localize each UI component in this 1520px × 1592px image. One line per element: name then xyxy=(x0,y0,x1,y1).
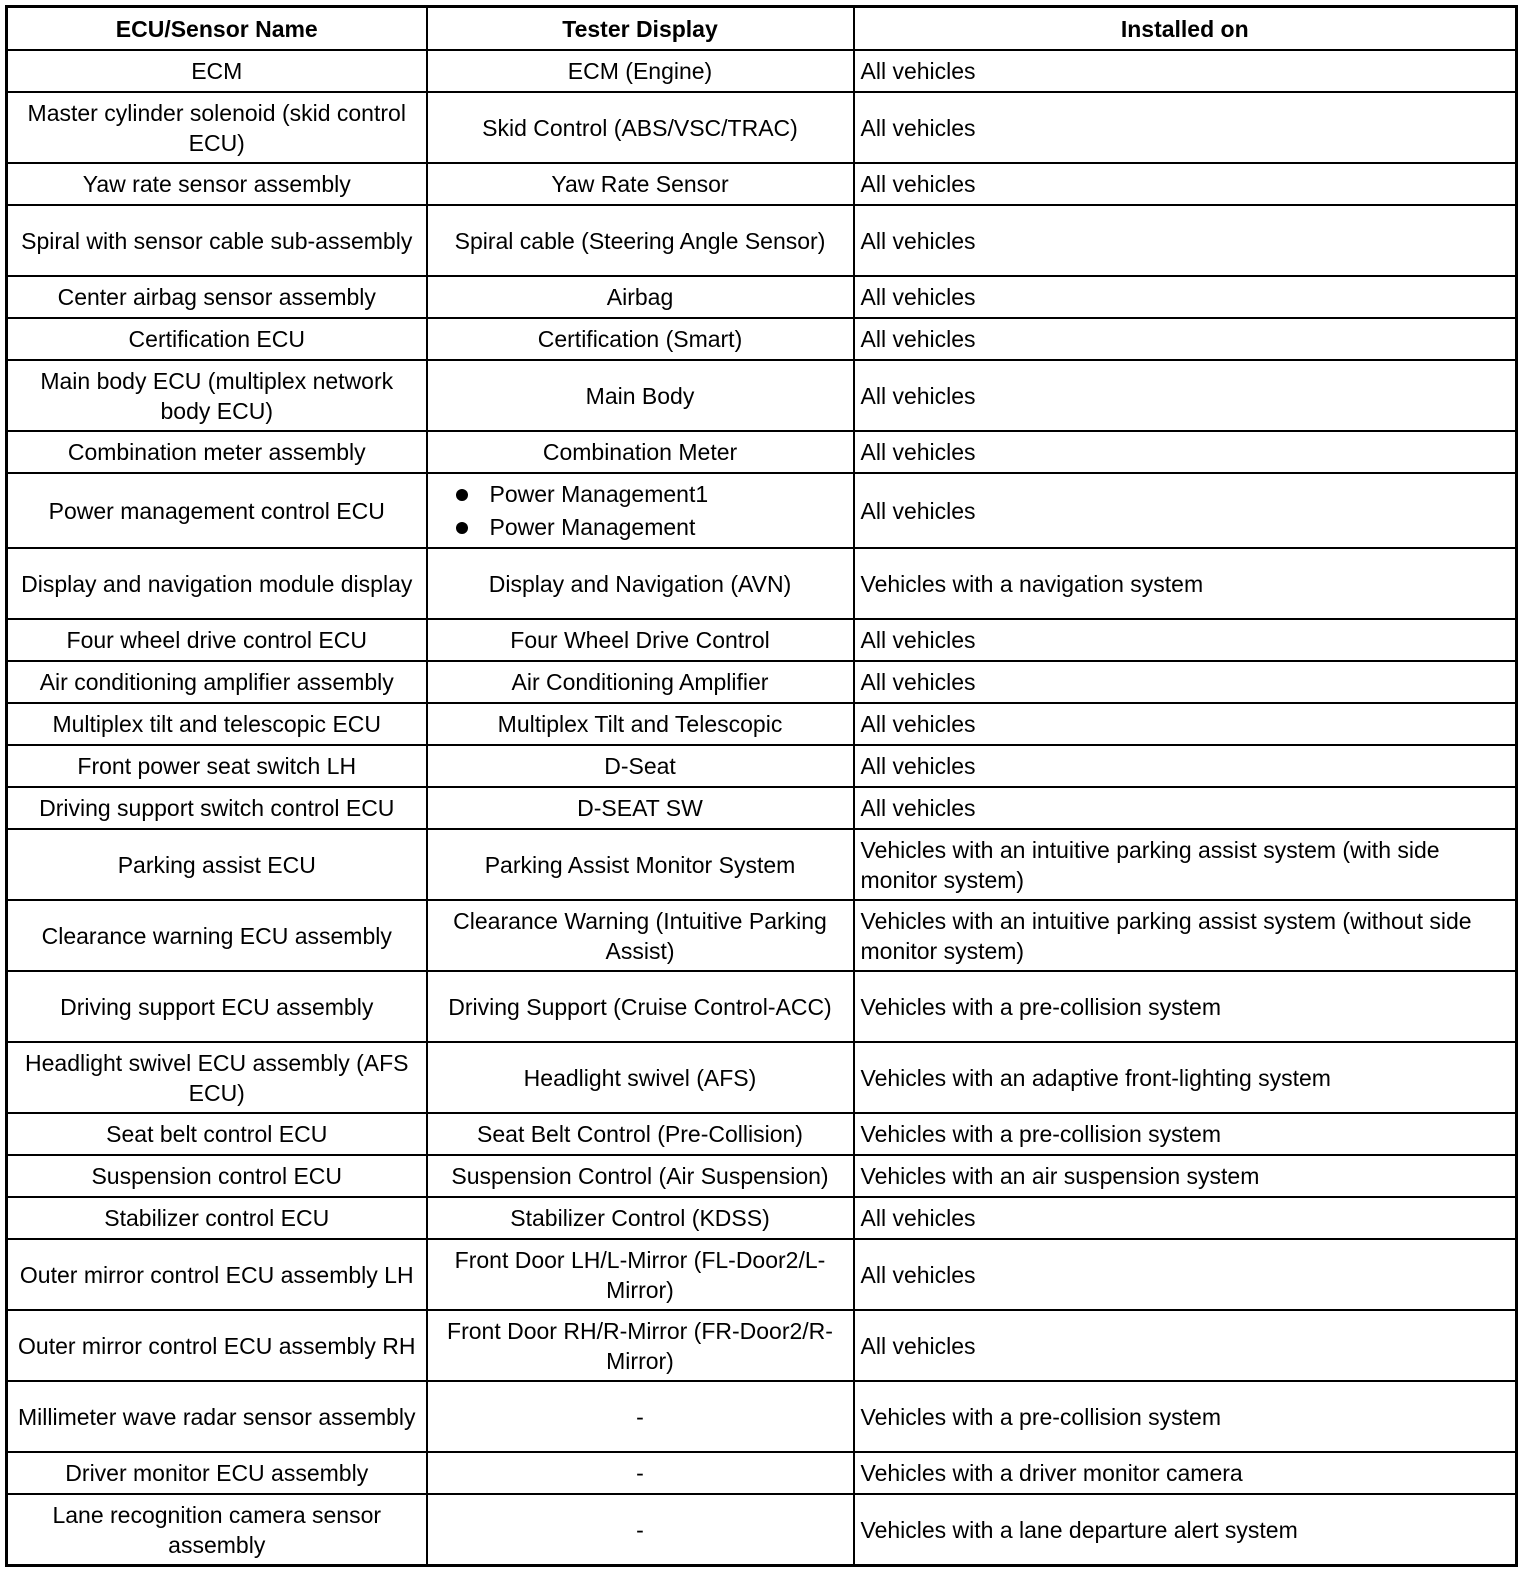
installed-on-cell: All vehicles xyxy=(854,318,1517,360)
installed-on-cell: Vehicles with a pre-collision system xyxy=(854,971,1517,1042)
ecu-name-cell: Yaw rate sensor assembly xyxy=(7,163,427,205)
installed-on-cell: Vehicles with a pre-collision system xyxy=(854,1381,1517,1452)
table-header-row xyxy=(7,7,1517,51)
table-row xyxy=(7,360,1517,431)
ecu-name-cell: Lane recognition camera sensor assembly xyxy=(7,1494,427,1566)
tester-display-cell: Air Conditioning Amplifier xyxy=(427,661,854,703)
installed-on-cell: Vehicles with a lane departure alert system xyxy=(854,1494,1517,1566)
table-row xyxy=(7,163,1517,205)
table-row xyxy=(7,829,1517,900)
ecu-name-cell: Main body ECU (multiplex network body ECU) xyxy=(7,360,427,431)
tester-display-cell: - xyxy=(427,1452,854,1494)
table-row xyxy=(7,971,1517,1042)
table-row xyxy=(7,431,1517,473)
installed-on-cell: Vehicles with an intuitive parking assist system (without side monitor system) xyxy=(854,900,1517,971)
tester-display-cell: - xyxy=(427,1381,854,1452)
table-row xyxy=(7,1310,1517,1381)
installed-on-cell: All vehicles xyxy=(854,50,1517,92)
ecu-name-cell: Driving support switch control ECU xyxy=(7,787,427,829)
table-row xyxy=(7,92,1517,163)
table-row xyxy=(7,1155,1517,1197)
tester-display-cell: Front Door RH/R-Mirror (FR-Door2/R-Mirror) xyxy=(427,1310,854,1381)
ecu-name-cell: Center airbag sensor assembly xyxy=(7,276,427,318)
installed-on-cell: Vehicles with an intuitive parking assist system (with side monitor system) xyxy=(854,829,1517,900)
table-row xyxy=(7,703,1517,745)
tester-display-cell: Skid Control (ABS/VSC/TRAC) xyxy=(427,92,854,163)
table-row xyxy=(7,900,1517,971)
tester-display-cell: Airbag xyxy=(427,276,854,318)
installed-on-cell: All vehicles xyxy=(854,473,1517,548)
tester-display-cell: Stabilizer Control (KDSS) xyxy=(427,1197,854,1239)
tester-display-cell: D-SEAT SW xyxy=(427,787,854,829)
header-ecu-sensor-name: ECU/Sensor Name xyxy=(7,7,427,51)
tester-display-cell: Certification (Smart) xyxy=(427,318,854,360)
ecu-name-cell: Four wheel drive control ECU xyxy=(7,619,427,661)
installed-on-cell: All vehicles xyxy=(854,1239,1517,1310)
tester-display-list-item: Power Management1 xyxy=(434,478,847,511)
table-row xyxy=(7,1042,1517,1113)
table-row xyxy=(7,619,1517,661)
installed-on-cell: All vehicles xyxy=(854,661,1517,703)
installed-on-cell: All vehicles xyxy=(854,276,1517,318)
installed-on-cell: All vehicles xyxy=(854,360,1517,431)
table-row xyxy=(7,1239,1517,1310)
table-row xyxy=(7,1381,1517,1452)
ecu-name-cell: Clearance warning ECU assembly xyxy=(7,900,427,971)
ecu-name-cell: Certification ECU xyxy=(7,318,427,360)
installed-on-cell: Vehicles with an air suspension system xyxy=(854,1155,1517,1197)
table-row xyxy=(7,1494,1517,1566)
ecu-name-cell: Master cylinder solenoid (skid control ECU) xyxy=(7,92,427,163)
installed-on-cell: Vehicles with a driver monitor camera xyxy=(854,1452,1517,1494)
tester-display-cell: Spiral cable (Steering Angle Sensor) xyxy=(427,205,854,276)
tester-display-cell: Combination Meter xyxy=(427,431,854,473)
installed-on-cell: All vehicles xyxy=(854,92,1517,163)
installed-on-cell: All vehicles xyxy=(854,619,1517,661)
table-row xyxy=(7,1197,1517,1239)
table-row xyxy=(7,1113,1517,1155)
ecu-name-cell: Parking assist ECU xyxy=(7,829,427,900)
tester-display-list-item: Power Management xyxy=(434,511,847,544)
table-row xyxy=(7,787,1517,829)
installed-on-cell: All vehicles xyxy=(854,787,1517,829)
ecu-name-cell: Air conditioning amplifier assembly xyxy=(7,661,427,703)
ecu-name-cell: ECM xyxy=(7,50,427,92)
table-row xyxy=(7,205,1517,276)
ecu-name-cell: Millimeter wave radar sensor assembly xyxy=(7,1381,427,1452)
tester-display-cell xyxy=(427,473,854,548)
tester-display-cell: Multiplex Tilt and Telescopic xyxy=(427,703,854,745)
installed-on-cell: All vehicles xyxy=(854,1197,1517,1239)
ecu-name-cell: Outer mirror control ECU assembly LH xyxy=(7,1239,427,1310)
tester-display-cell: Headlight swivel (AFS) xyxy=(427,1042,854,1113)
tester-display-cell: Display and Navigation (AVN) xyxy=(427,548,854,619)
tester-display-cell: D-Seat xyxy=(427,745,854,787)
ecu-name-cell: Driver monitor ECU assembly xyxy=(7,1452,427,1494)
installed-on-cell: All vehicles xyxy=(854,205,1517,276)
header-installed-on: Installed on xyxy=(854,7,1517,51)
installed-on-cell: Vehicles with a navigation system xyxy=(854,548,1517,619)
ecu-sensor-table xyxy=(5,5,1518,1567)
header-tester-display: Tester Display xyxy=(427,7,854,51)
ecu-name-cell: Combination meter assembly xyxy=(7,431,427,473)
table-row xyxy=(7,50,1517,92)
tester-display-cell: Suspension Control (Air Suspension) xyxy=(427,1155,854,1197)
tester-display-cell: ECM (Engine) xyxy=(427,50,854,92)
ecu-name-cell: Driving support ECU assembly xyxy=(7,971,427,1042)
ecu-name-cell: Power management control ECU xyxy=(7,473,427,548)
table-row xyxy=(7,473,1517,548)
table-row xyxy=(7,548,1517,619)
ecu-name-cell: Suspension control ECU xyxy=(7,1155,427,1197)
table-row xyxy=(7,745,1517,787)
ecu-name-cell: Outer mirror control ECU assembly RH xyxy=(7,1310,427,1381)
tester-display-list xyxy=(434,478,847,544)
tester-display-cell: Four Wheel Drive Control xyxy=(427,619,854,661)
ecu-table-container xyxy=(5,5,1518,1567)
table-row xyxy=(7,276,1517,318)
ecu-name-cell: Headlight swivel ECU assembly (AFS ECU) xyxy=(7,1042,427,1113)
tester-display-cell: Clearance Warning (Intuitive Parking Assist) xyxy=(427,900,854,971)
ecu-name-cell: Seat belt control ECU xyxy=(7,1113,427,1155)
installed-on-cell: All vehicles xyxy=(854,745,1517,787)
ecu-name-cell: Multiplex tilt and telescopic ECU xyxy=(7,703,427,745)
tester-display-cell: Main Body xyxy=(427,360,854,431)
ecu-name-cell: Display and navigation module display xyxy=(7,548,427,619)
tester-display-cell: Seat Belt Control (Pre-Collision) xyxy=(427,1113,854,1155)
ecu-name-cell: Front power seat switch LH xyxy=(7,745,427,787)
table-row xyxy=(7,1452,1517,1494)
tester-display-cell: Yaw Rate Sensor xyxy=(427,163,854,205)
installed-on-cell: All vehicles xyxy=(854,431,1517,473)
tester-display-cell: Front Door LH/L-Mirror (FL-Door2/L-Mirror) xyxy=(427,1239,854,1310)
installed-on-cell: Vehicles with an adaptive front-lighting system xyxy=(854,1042,1517,1113)
table-row xyxy=(7,318,1517,360)
ecu-name-cell: Stabilizer control ECU xyxy=(7,1197,427,1239)
ecu-name-cell: Spiral with sensor cable sub-assembly xyxy=(7,205,427,276)
table-row xyxy=(7,661,1517,703)
tester-display-cell: - xyxy=(427,1494,854,1566)
installed-on-cell: All vehicles xyxy=(854,1310,1517,1381)
tester-display-cell: Parking Assist Monitor System xyxy=(427,829,854,900)
installed-on-cell: All vehicles xyxy=(854,703,1517,745)
installed-on-cell: All vehicles xyxy=(854,163,1517,205)
tester-display-cell: Driving Support (Cruise Control-ACC) xyxy=(427,971,854,1042)
installed-on-cell: Vehicles with a pre-collision system xyxy=(854,1113,1517,1155)
